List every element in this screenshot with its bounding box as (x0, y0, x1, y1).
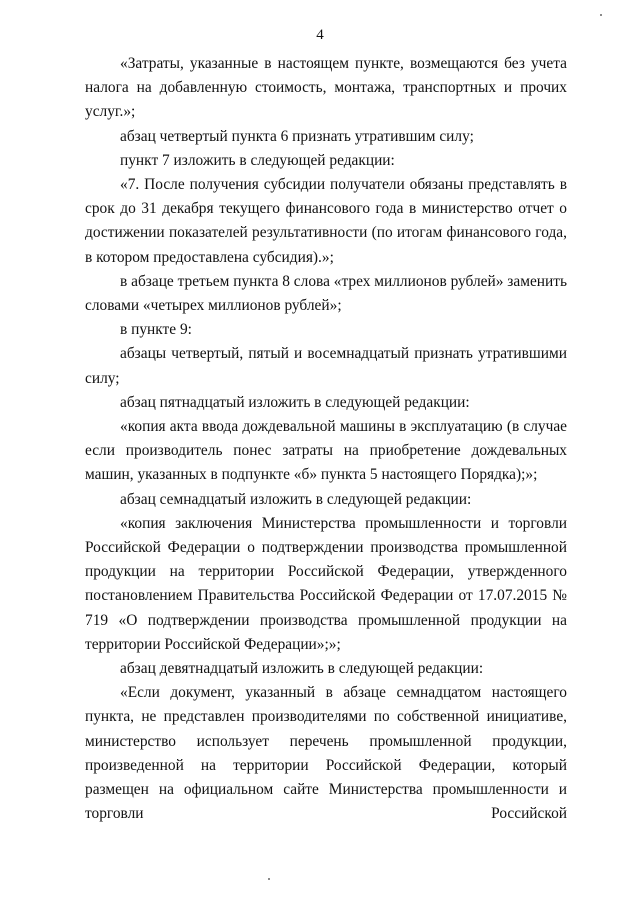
paragraph: «копия заключения Министерства промышленности и торговли Российской Федерации о подтверждении производства промышленной продукции на территории Российской Федерации, утвержденного постановлением Правительства Российской Федерации от 17.07.2015 № 719 «О подтверждении производства промышленной продукции на территории Российской Федерации»;»; (85, 514, 567, 653)
paragraph: «Затраты, указанные в настоящем пункте, возмещаются без учета налога на добавленную стоимость, монтажа, транспортных и прочих услуг.»; (85, 55, 567, 121)
paragraph: абзацы четвертый, пятый и восемнадцатый признать утратившими силу; (85, 345, 567, 387)
document-body (85, 52, 567, 827)
page-number: 4 (316, 27, 324, 43)
scan-speck (268, 878, 270, 880)
paragraph: абзац семнадцатый изложить в следующей редакции: (120, 490, 472, 508)
paragraph: пункт 7 изложить в следующей редакции: (120, 151, 395, 169)
paragraph: «7. После получения субсидии получатели обязаны представлять в срок до 31 декабря текущего финансового года в министерство отчет о достижении показателей результативности (по итогам финансового года, в котором предоставлена субсидия).»; (85, 176, 567, 266)
paragraph: абзац четвертый пункта 6 признать утратившим силу; (120, 127, 474, 145)
scan-speck (600, 14, 602, 16)
paragraph: абзац пятнадцатый изложить в следующей редакции: (120, 393, 470, 411)
paragraph: абзац девятнадцатый изложить в следующей редакции: (120, 660, 484, 678)
paragraph: «Если документ, указанный в абзаце семнадцатом настоящего пункта, не представлен производителями по собственной инициативе, министерство использует перечень промышленной продукции, произведенной на территории Российской Федерации, который размещен на официальном сайте Министерства промышленности и торговли Российской (85, 684, 567, 823)
paragraph: «копия акта ввода дождевальной машины в эксплуатацию (в случае если производитель понес затраты на приобретение дождевальных машин, указанных в подпункте «б» пункта 5 настоящего Порядка);»; (85, 418, 567, 484)
paragraph: в абзаце третьем пункта 8 слова «трех миллионов рублей» заменить словами «четырех миллионов рублей»; (85, 272, 567, 315)
paragraph: в пункте 9: (120, 321, 192, 339)
